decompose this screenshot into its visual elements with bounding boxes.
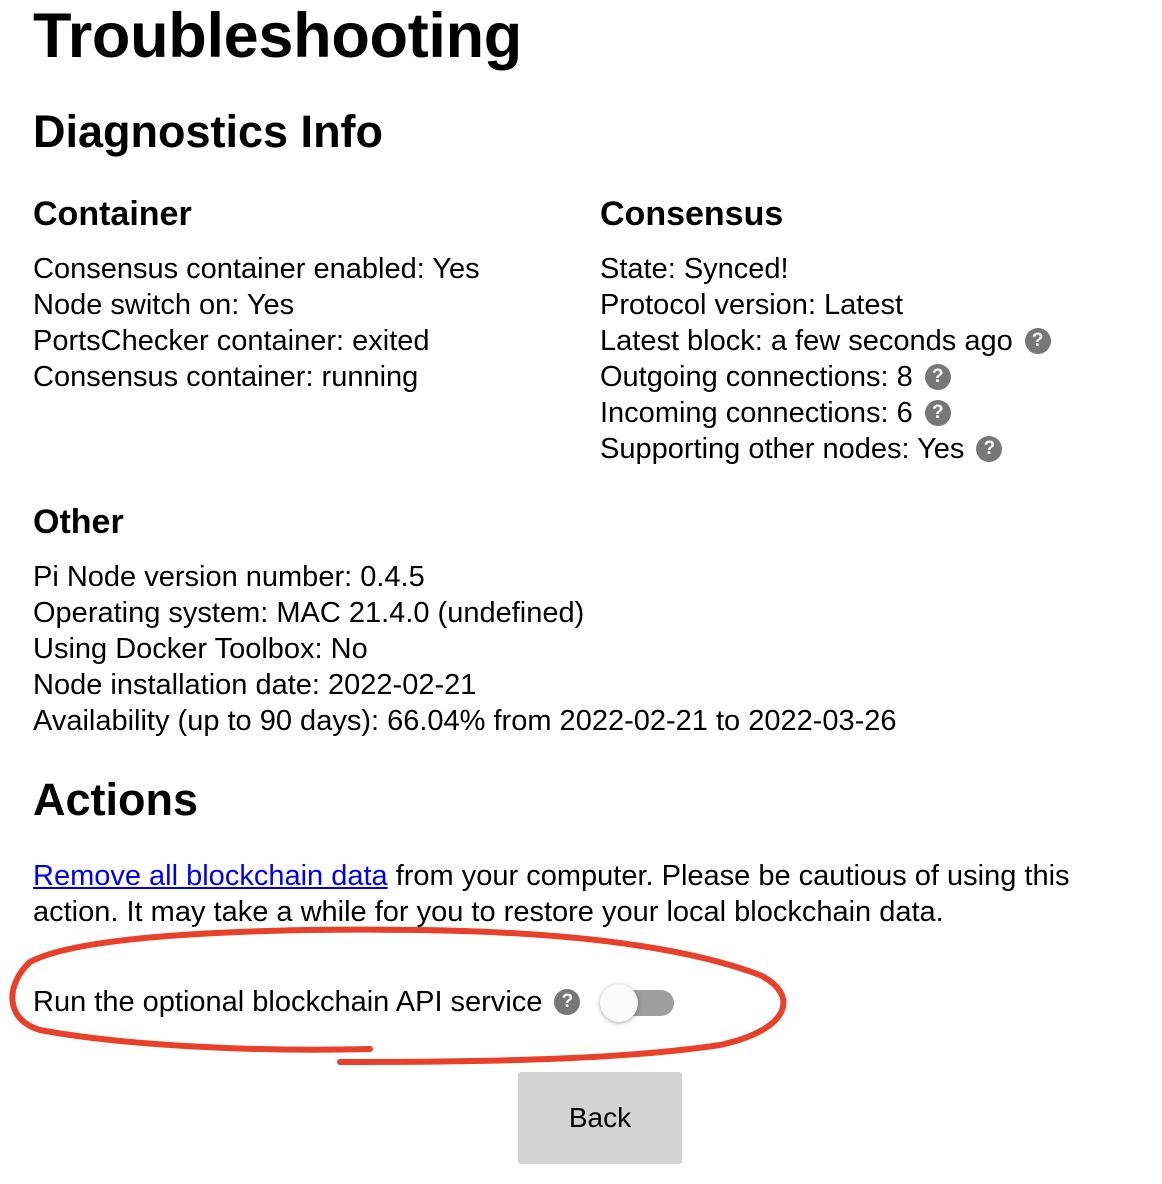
other-info-item: Node installation date: 2022-02-21 xyxy=(33,669,477,701)
consensus-info-list xyxy=(600,251,1051,467)
question-circle-icon[interactable]: ? xyxy=(1025,328,1051,354)
consensus-info-item: Supporting other nodes: Yes ? xyxy=(600,431,1051,467)
remove-data-warning: from your computer. Please be cautious of using this action. It may take a while for you to restore your local blockchain data. xyxy=(33,860,1070,928)
consensus-info-item: Protocol version: Latest xyxy=(600,289,904,321)
consensus-info-item: Outgoing connections: 8 ? xyxy=(600,359,1051,395)
other-info-item: Operating system: MAC 21.4.0 (undefined) xyxy=(33,597,585,629)
other-info-item: Using Docker Toolbox: No xyxy=(33,633,368,665)
diagnostics-title: Diagnostics Info xyxy=(33,106,384,157)
page-title: Troubleshooting xyxy=(33,1,522,71)
other-info-item: Pi Node version number: 0.4.5 xyxy=(33,561,425,593)
toggle-thumb xyxy=(600,984,638,1022)
question-circle-icon[interactable]: ? xyxy=(925,364,951,390)
consensus-info-item: Latest block: a few seconds ago ? xyxy=(600,323,1051,359)
container-info-item: PortsChecker container: exited xyxy=(33,325,430,357)
container-info-item: Node switch on: Yes xyxy=(33,289,295,321)
api-service-toggle[interactable] xyxy=(600,982,678,1022)
actions-title: Actions xyxy=(33,774,199,825)
container-section-title: Container xyxy=(33,195,192,233)
api-service-row xyxy=(33,982,678,1022)
other-info-item: Availability (up to 90 days): 66.04% from 2022-02-21 to 2022-03-26 xyxy=(33,705,897,737)
consensus-section-title: Consensus xyxy=(600,195,784,233)
container-info-item: Consensus container: running xyxy=(33,361,419,393)
remove-data-paragraph xyxy=(33,858,1133,930)
other-info-list xyxy=(33,559,897,739)
api-service-label: Run the optional blockchain API service xyxy=(33,985,543,1018)
container-info-list xyxy=(33,251,480,395)
container-info-item: Consensus container enabled: Yes xyxy=(33,253,480,285)
other-section-title: Other xyxy=(33,503,124,541)
back-button[interactable]: Back xyxy=(518,1072,682,1164)
question-circle-icon[interactable]: ? xyxy=(554,989,580,1015)
question-circle-icon[interactable]: ? xyxy=(925,400,951,426)
consensus-info-item: State: Synced! xyxy=(600,253,789,285)
remove-blockchain-data-link[interactable]: Remove all blockchain data xyxy=(33,860,388,892)
consensus-info-item: Incoming connections: 6 ? xyxy=(600,395,1051,431)
question-circle-icon[interactable]: ? xyxy=(976,436,1002,462)
